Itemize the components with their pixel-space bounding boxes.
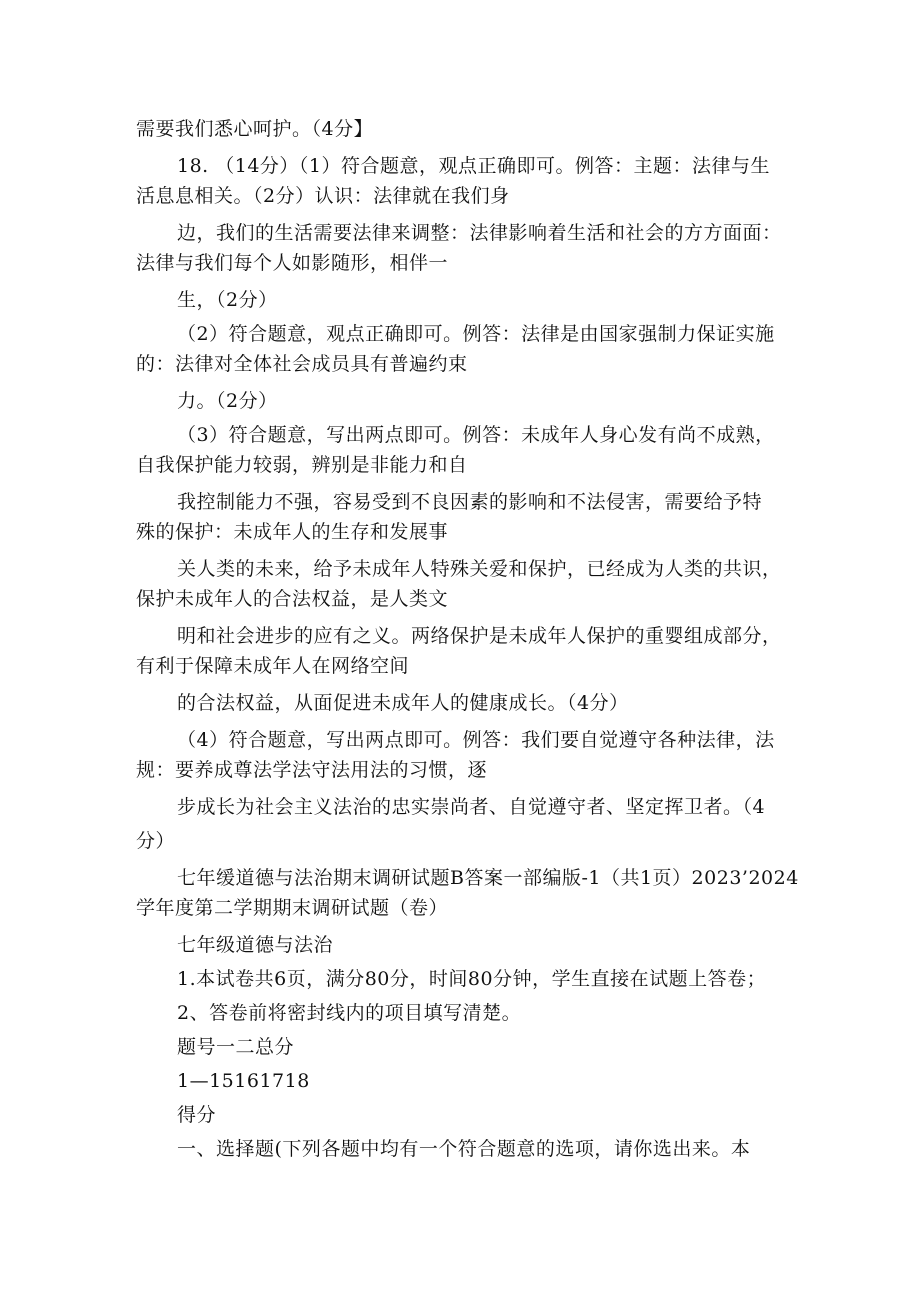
text-line: 有利于保障未成年人在网络空间 xyxy=(136,655,410,677)
text-line: 边，我们的生活需要法律来调整：法律影响着生活和社会的方方面面： xyxy=(177,222,782,244)
text-line: 需要我们悉心呵护。（4分】 xyxy=(136,118,374,140)
text-line: 规：要养成尊法学法守法用法的习惯，逐 xyxy=(136,759,488,781)
text-line: 一、选择题(下列各题中均有一个符合题意的选项，请你选出来。本 xyxy=(177,1138,751,1160)
text-line: 学年度第二学期期末调研试题（卷） xyxy=(136,897,449,919)
text-line: 的：法律对全体社会成员具有普遍约束 xyxy=(136,353,468,375)
text-line: 18. （14分）（1）符合题意，观点正确即可。例答：主题：法律与生 xyxy=(177,155,771,177)
text-line: 2、答卷前将密封线内的项目填写清楚。 xyxy=(177,1002,522,1024)
text-line: 分） xyxy=(136,830,176,852)
text-line: 得分 xyxy=(177,1104,217,1126)
text-line: 生，（2分） xyxy=(177,289,278,311)
text-line: 我控制能力不强，容易受到不良因素的影响和不法侵害，需要给予特 xyxy=(177,491,763,513)
text-line: 力。（2分） xyxy=(177,390,278,412)
text-line: （4）符合题意，写出两点即可。例答：我们要自觉遵守各种法律，法 xyxy=(177,729,775,751)
text-line: 法律与我们每个人如影随形，相伴一 xyxy=(136,252,449,274)
text-line: 七年缓道德与法治期末调研试题B答案一部编版-1（共1页）2023’2024 xyxy=(177,867,799,889)
text-line: 步成长为社会主义法治的忠实崇尚者、自觉遵守者、坚定挥卫者。（4 xyxy=(177,796,766,818)
text-line: 自我保护能力较弱，辨别是非能力和自 xyxy=(136,454,468,476)
text-line: 1—15161718 xyxy=(177,1070,310,1092)
text-line: 活息息相关。（2分）认识：法律就在我们身 xyxy=(136,185,510,207)
text-line: 七年级道德与法治 xyxy=(177,934,334,956)
text-line: 题号一二总分 xyxy=(177,1036,295,1058)
text-line: 殊的保护：未成年人的生存和发展事 xyxy=(136,521,449,543)
text-line: （2）符合题意，观点正确即可。例答：法律是由国家强制力保证实施 xyxy=(177,323,775,345)
text-line: 保护未成年人的合法权益，是人类文 xyxy=(136,588,449,610)
text-line: （3）符合题意，写出两点即可。例答：未成年人身心发有尚不成熟， xyxy=(177,424,775,446)
text-line: 明和社会进步的应有之义。两络保护是未成年人保护的重婴组成部分， xyxy=(177,625,782,647)
text-line: 1.本试卷共6页，满分80分，时间80分钟，学生直接在试题上答卷； xyxy=(177,968,767,990)
text-line: 的合法权益，从面促进未成年人的健康成长。（4分） xyxy=(177,692,629,714)
text-line: 关人类的未来，给予未成年人特殊关爱和保护，已经成为人类的共识， xyxy=(177,558,782,580)
